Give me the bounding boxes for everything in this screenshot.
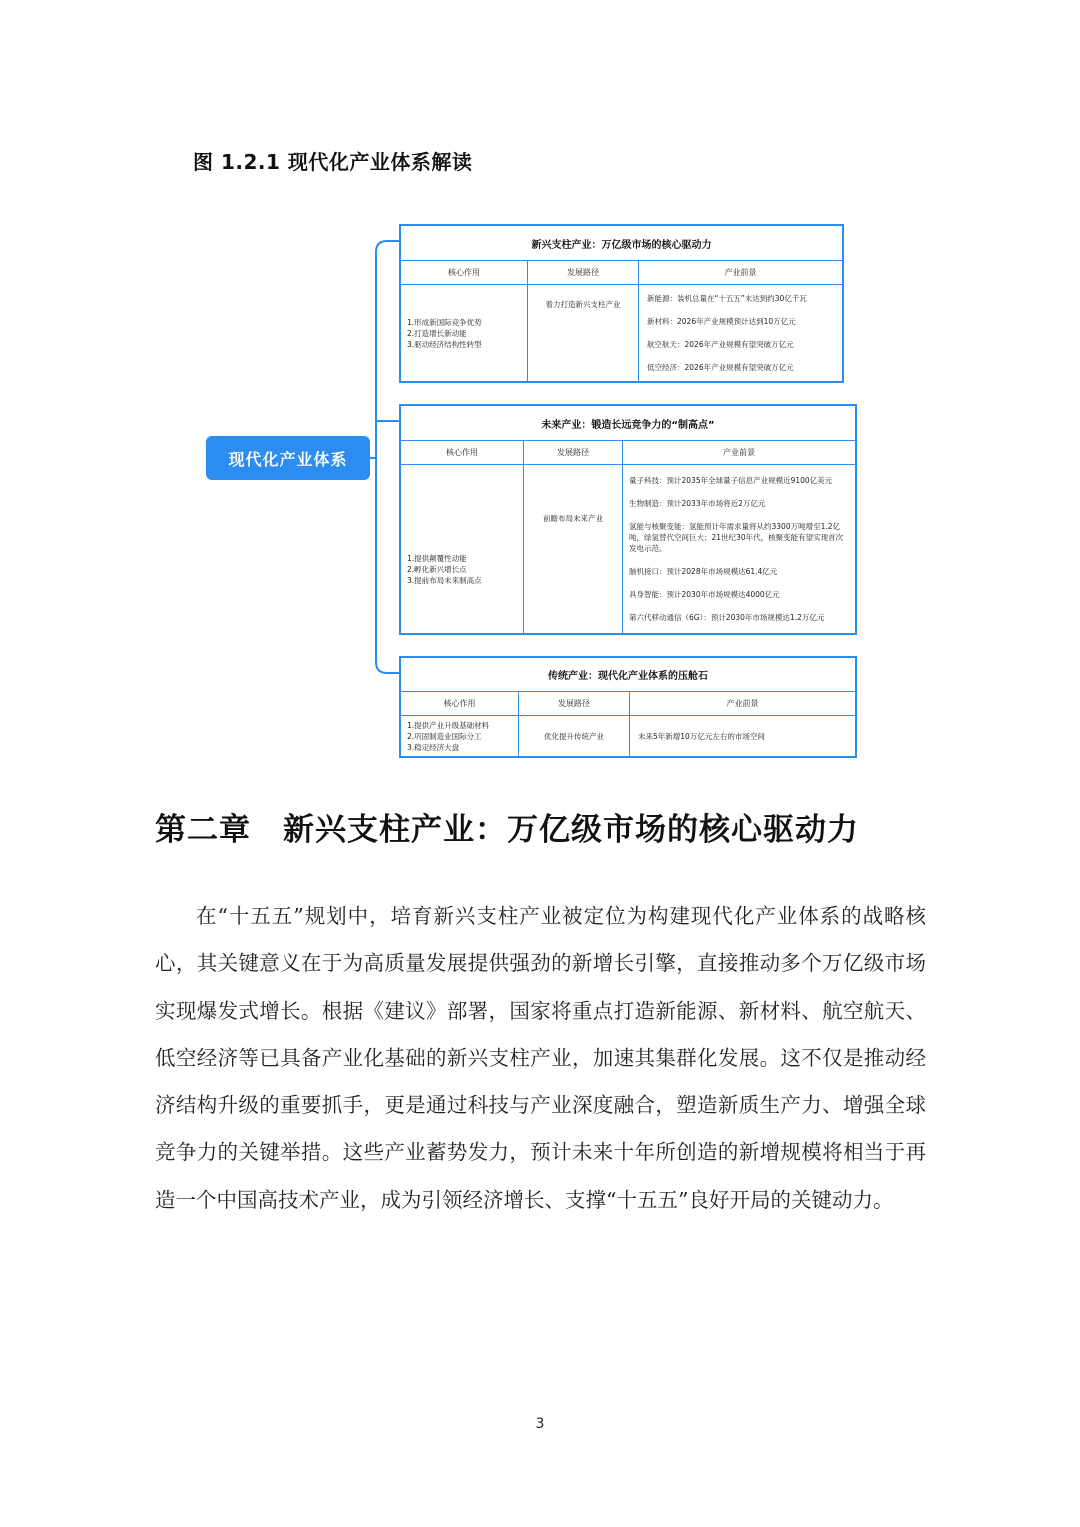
role-item: 1.提供颠覆性动能 [407,553,467,563]
role-item: 3.驱动经济结构性转型 [407,339,482,349]
prospect-cell [639,285,842,381]
prospect-item: 生物制造：预计2033年市场将近2万亿元 [629,499,766,508]
role-item: 2.打造增长新动能 [407,328,467,338]
role-cell [401,716,519,756]
column-header-path: 发展路径 [528,261,639,285]
branch-title: 传统产业：现代化产业体系的压舱石 [401,658,855,692]
figure-caption: 图 1.2.1 现代化产业体系解读 [193,150,473,174]
role-item: 3.提前布局未来制高点 [407,575,482,585]
path-cell: 优化提升传统产业 [519,716,630,756]
prospect-item: 未来5年新增10万亿元左右的市场空间 [638,731,765,741]
role-item: 1.提供产业升级基础材料 [407,720,490,730]
column-header-role: 核心作用 [401,441,524,465]
path-cell: 前瞻布局未来产业 [524,465,623,633]
prospect-item: 航空航天：2026年产业规模有望突破万亿元 [647,340,794,349]
column-header-role: 核心作用 [401,261,528,285]
role-cell [401,285,528,381]
branch-title: 未来产业：锻造长远竞争力的“制高点” [401,406,855,441]
role-item: 1.形成新国际竞争优势 [407,317,482,327]
connector-branch-3 [376,458,400,673]
role-cell [401,465,524,633]
column-header-prospect: 产业前景 [623,441,855,465]
branch-emerging-pillar [399,224,844,383]
branch-title: 新兴支柱产业：万亿级市场的核心驱动力 [401,226,842,261]
prospect-item: 具身智能：预计2030年市场规模达4000亿元 [629,590,780,599]
connector-branch-1 [376,241,400,458]
prospect-item: 第六代移动通信（6G）：预计2030年市场规模达1.2万亿元 [629,613,825,622]
column-header-path: 发展路径 [524,441,623,465]
path-cell: 着力打造新兴支柱产业 [528,285,639,381]
role-item: 3.稳定经济大盘 [407,742,460,752]
prospect-item: 新能源：装机总量在“十五五”末达到约30亿千瓦 [647,294,807,303]
prospect-item: 脑机接口：预计2028年市场规模达61.4亿元 [629,567,778,576]
column-header-prospect: 产业前景 [639,261,842,285]
branch-future [399,404,857,635]
prospect-cell [623,465,855,633]
prospect-cell [630,716,855,756]
role-item: 2.孵化新兴增长点 [407,564,467,574]
center-node: 现代化产业体系 [206,436,370,480]
column-header-role: 核心作用 [401,692,519,716]
prospect-item: 量子科技：预计2035年全球量子信息产业规模近9100亿美元 [629,476,833,485]
column-header-prospect: 产业前景 [630,692,855,716]
branch-traditional [399,656,857,758]
column-header-path: 发展路径 [519,692,630,716]
prospect-item: 氢能与核聚变能：氢能预计年需求量将从约3300万吨增至1.2亿吨，绿氢替代空间巨大；21世纪30年代，核聚变能有望实现首次发电示范。 [629,522,844,553]
role-item: 2.巩固制造业国际分工 [407,731,482,741]
page-number: 3 [535,1416,545,1432]
prospect-item: 低空经济：2026年产业规模有望突破万亿元 [647,363,794,372]
chapter-paragraph: 在“十五五”规划中，培育新兴支柱产业被定位为构建现代化产业体系的战略核心，其关键意义在于为高质量发展提供强劲的新增长引擎，直接推动多个万亿级市场实现爆发式增长。根据《建议》部署，国家将重点打造新能源、新材料、航空航天、低空经济等已具备产业化基础的新兴支柱产业，加速其集群化发展。这不仅是推动经济结构升级的重要抓手，更是通过科技与产业深度融合，塑造新质生产力、增强全球竞争力的关键举措。这些产业蓄势发力，预计未来十年所创造的新增规模将相当于再造一个中国高技术产业，成为引领经济增长、支撑“十五五”良好开局的关键动力。 [155,904,926,1212]
prospect-item: 新材料：2026年产业规模预计达到10万亿元 [647,317,796,326]
chapter-title: 第二章 新兴支柱产业：万亿级市场的核心驱动力 [155,812,859,848]
